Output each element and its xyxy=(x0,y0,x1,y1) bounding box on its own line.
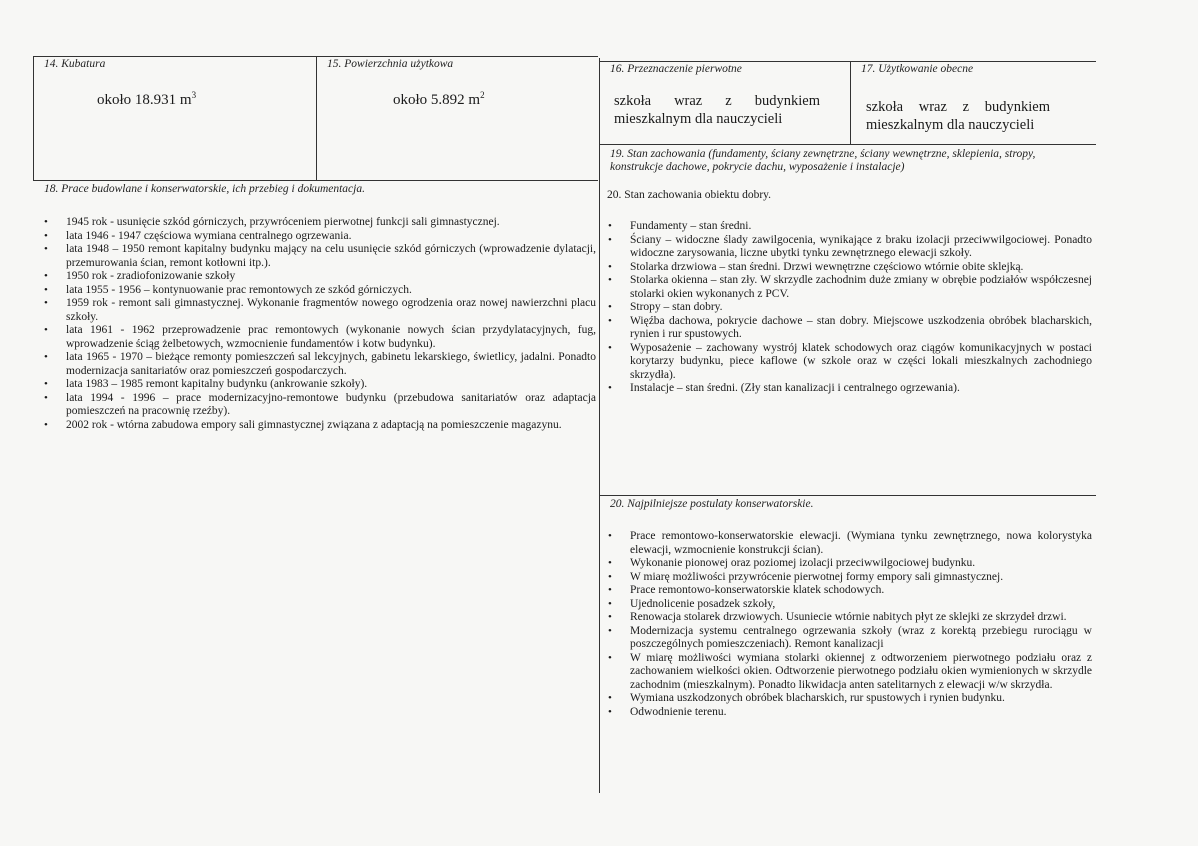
list-item: • lata 1965 - 1970 – bieżące remonty pomieszczeń sal lekcyjnych, gabinetu lekarskiego, świetlicy, jadalni. Ponadto modernizacja sanitariatów oraz pomieszczeń gospodarczych. xyxy=(40,351,596,378)
stan-zachowania-intro: 20. Stan zachowania obiektu dobry. xyxy=(607,189,772,201)
center-divider xyxy=(599,58,600,793)
list-item: • lata 1961 - 1962 przeprowadzenie prac remontowych (wykonanie nowych ścian przydylatacyjnych, fug, wprowadzenie ściąg żelbetowych, wzmocnienie fundamentów i kotw budynku). xyxy=(40,324,596,351)
kubatura-number: około 18.931 m xyxy=(97,92,192,108)
przeznaczenie-value: szkoła wraz z budynkiem mieszkalnym dla nauczycieli xyxy=(614,93,820,127)
list-item: • Odwodnienie terenu. xyxy=(604,706,1092,720)
divider-14-15 xyxy=(316,56,317,180)
list-item: • Wyposażenie – zachowany wystrój klatek schodowych oraz ciągów komunikacyjnych w postaci korytarzy budynku, piece kaflowe (w szkole oraz w części lokali mieszkalnych zachodniego skrzydła). xyxy=(604,342,1092,383)
powierzchnia-label: 15. Powierzchnia użytkowa xyxy=(327,58,454,70)
list-item: • Stropy – stan dobry. xyxy=(604,301,1092,315)
postulaty-list xyxy=(604,530,1092,719)
uzytkowanie-value: szkoła wraz z budynkiem mieszkalnym dla nauczycieli xyxy=(866,99,1050,133)
list-item: • Stolarka drzwiowa – stan średni. Drzwi wewnętrzne częściowo wtórnie obite sklejką. xyxy=(604,261,1092,275)
left-border xyxy=(33,56,34,180)
rule-18-top xyxy=(33,180,598,181)
list-item: • Wykonanie pionowej oraz poziomej izolacji przeciwwilgociowej budynku. xyxy=(604,557,1092,571)
list-item: • Ściany – widoczne ślady zawilgocenia, wynikające z braku izolacji przeciwwilgociowej. Ponadto widoczne zarysowania, liczne ubytki tynku zewnętrznego elewacji szkoły. xyxy=(604,234,1092,261)
list-item: • Modernizacja systemu centralnego ogrzewania szkoły (wraz z korektą przebiegu rurociągu w poszczególnych pomieszczeniach). Remont kanalizacji xyxy=(604,625,1092,652)
rule-16-17-bottom xyxy=(600,144,1096,145)
prace-budowlane-list xyxy=(40,216,596,432)
list-item: • 1945 rok - usunięcie szkód górniczych, przywróceniem pierwotnej funkcji sali gimnastycznej. xyxy=(40,216,596,230)
kubatura-unit-exponent: 3 xyxy=(191,90,197,100)
list-item: • 2002 rok - wtórna zabudowa empory sali gimnastycznej związana z adaptacją na pomieszczenie magazynu. xyxy=(40,419,596,433)
powierzchnia-value xyxy=(393,91,485,109)
list-item: • Renowacja stolarek drzwiowych. Usuniecie wtórnie nabitych płyt ze sklejki ze skrzydeł drzwi. xyxy=(604,611,1092,625)
divider-16-17 xyxy=(850,61,851,144)
przeznaczenie-label: 16. Przeznaczenie pierwotne xyxy=(610,63,742,75)
list-item: • lata 1955 - 1956 – kontynuowanie prac remontowych ze szkód górniczych. xyxy=(40,284,596,298)
list-item: • W miarę możliwości wymiana stolarki okiennej z odtworzeniem pierwotnego podziału oraz z zachowaniem wielkości okien. Odtworzenie pierwotnego podziału okien wymienionych w skrzydle zachodnim (mieszkalnym). Ponadto likwidacja anten satelitarnych z elewacji w/w skrzydła. xyxy=(604,652,1092,693)
list-item: • Stolarka okienna – stan zły. W skrzydle zachodnim duże zmiany w obrębie podziałów współczesnej stolarki okien wykonanych z PCV. xyxy=(604,274,1092,301)
list-item: • Więźba dachowa, pokrycie dachowe – stan dobry. Miejscowe uszkodzenia obróbek blacharskich, rynien i rur spustowych. xyxy=(604,315,1092,342)
list-item: • Instalacje – stan średni. (Zły stan kanalizacji i centralnego ogrzewania). xyxy=(604,382,1092,396)
rule-20-top xyxy=(600,495,1096,496)
stan-zachowania-list xyxy=(604,220,1092,396)
list-item: • Prace remontowo-konserwatorskie elewacji. (Wymiana tynku zewnętrznego, nowa kolorystyka elewacji, wzmocnienie konstrukcji ścian). xyxy=(604,530,1092,557)
top-rule-right xyxy=(600,61,1096,62)
list-item: • lata 1983 – 1985 remont kapitalny budynku (ankrowanie szkoły). xyxy=(40,378,596,392)
prace-budowlane-label: 18. Prace budowlane i konserwatorskie, ich przebieg i dokumentacja. xyxy=(44,183,365,195)
list-item: • 1959 rok - remont sali gimnastycznej. Wykonanie fragmentów nowego ogrodzenia oraz nowej nawierzchni placu szkoły. xyxy=(40,297,596,324)
list-item: • Prace remontowo-konserwatorskie klatek schodowych. xyxy=(604,584,1092,598)
list-item: • lata 1948 – 1950 remont kapitalny budynku mający na celu usunięcie szkód górniczych (wprowadzenie dylatacji, przemurowania ścian, remont kotłowni itp.). xyxy=(40,243,596,270)
uzytkowanie-label: 17. Użytkowanie obecne xyxy=(861,63,974,75)
list-item: • Ujednolicenie posadzek szkoły, xyxy=(604,598,1092,612)
kubatura-value xyxy=(97,91,196,109)
list-item: • Fundamenty – stan średni. xyxy=(604,220,1092,234)
postulaty-label: 20. Najpilniejsze postulaty konserwatorskie. xyxy=(610,498,814,510)
list-item: • 1950 rok - zradiofonizowanie szkoły xyxy=(40,270,596,284)
kubatura-label: 14. Kubatura xyxy=(44,58,106,70)
list-item: • lata 1994 - 1996 – prace modernizacyjno-remontowe budynku (przebudowa sanitariatów oraz adaptacja pomieszczeń na pracownię rzeźby). xyxy=(40,392,596,419)
powierzchnia-number: około 5.892 m xyxy=(393,92,481,108)
powierzchnia-unit-exponent: 2 xyxy=(480,90,485,100)
stan-zachowania-label: 19. Stan zachowania (fundamenty, ściany zewnętrzne, ściany wewnętrzne, sklepienia, stropy, konstrukcje dachowe, pokrycie dachu, wyposażenie i instalacje) xyxy=(610,148,1036,173)
list-item: • lata 1946 - 1947 częściowa wymiana centralnego ogrzewania. xyxy=(40,230,596,244)
list-item: • W miarę możliwości przywrócenie pierwotnej formy empory sali gimnastycznej. xyxy=(604,571,1092,585)
list-item: • Wymiana uszkodzonych obróbek blacharskich, rur spustowych i rynien budynku. xyxy=(604,692,1092,706)
